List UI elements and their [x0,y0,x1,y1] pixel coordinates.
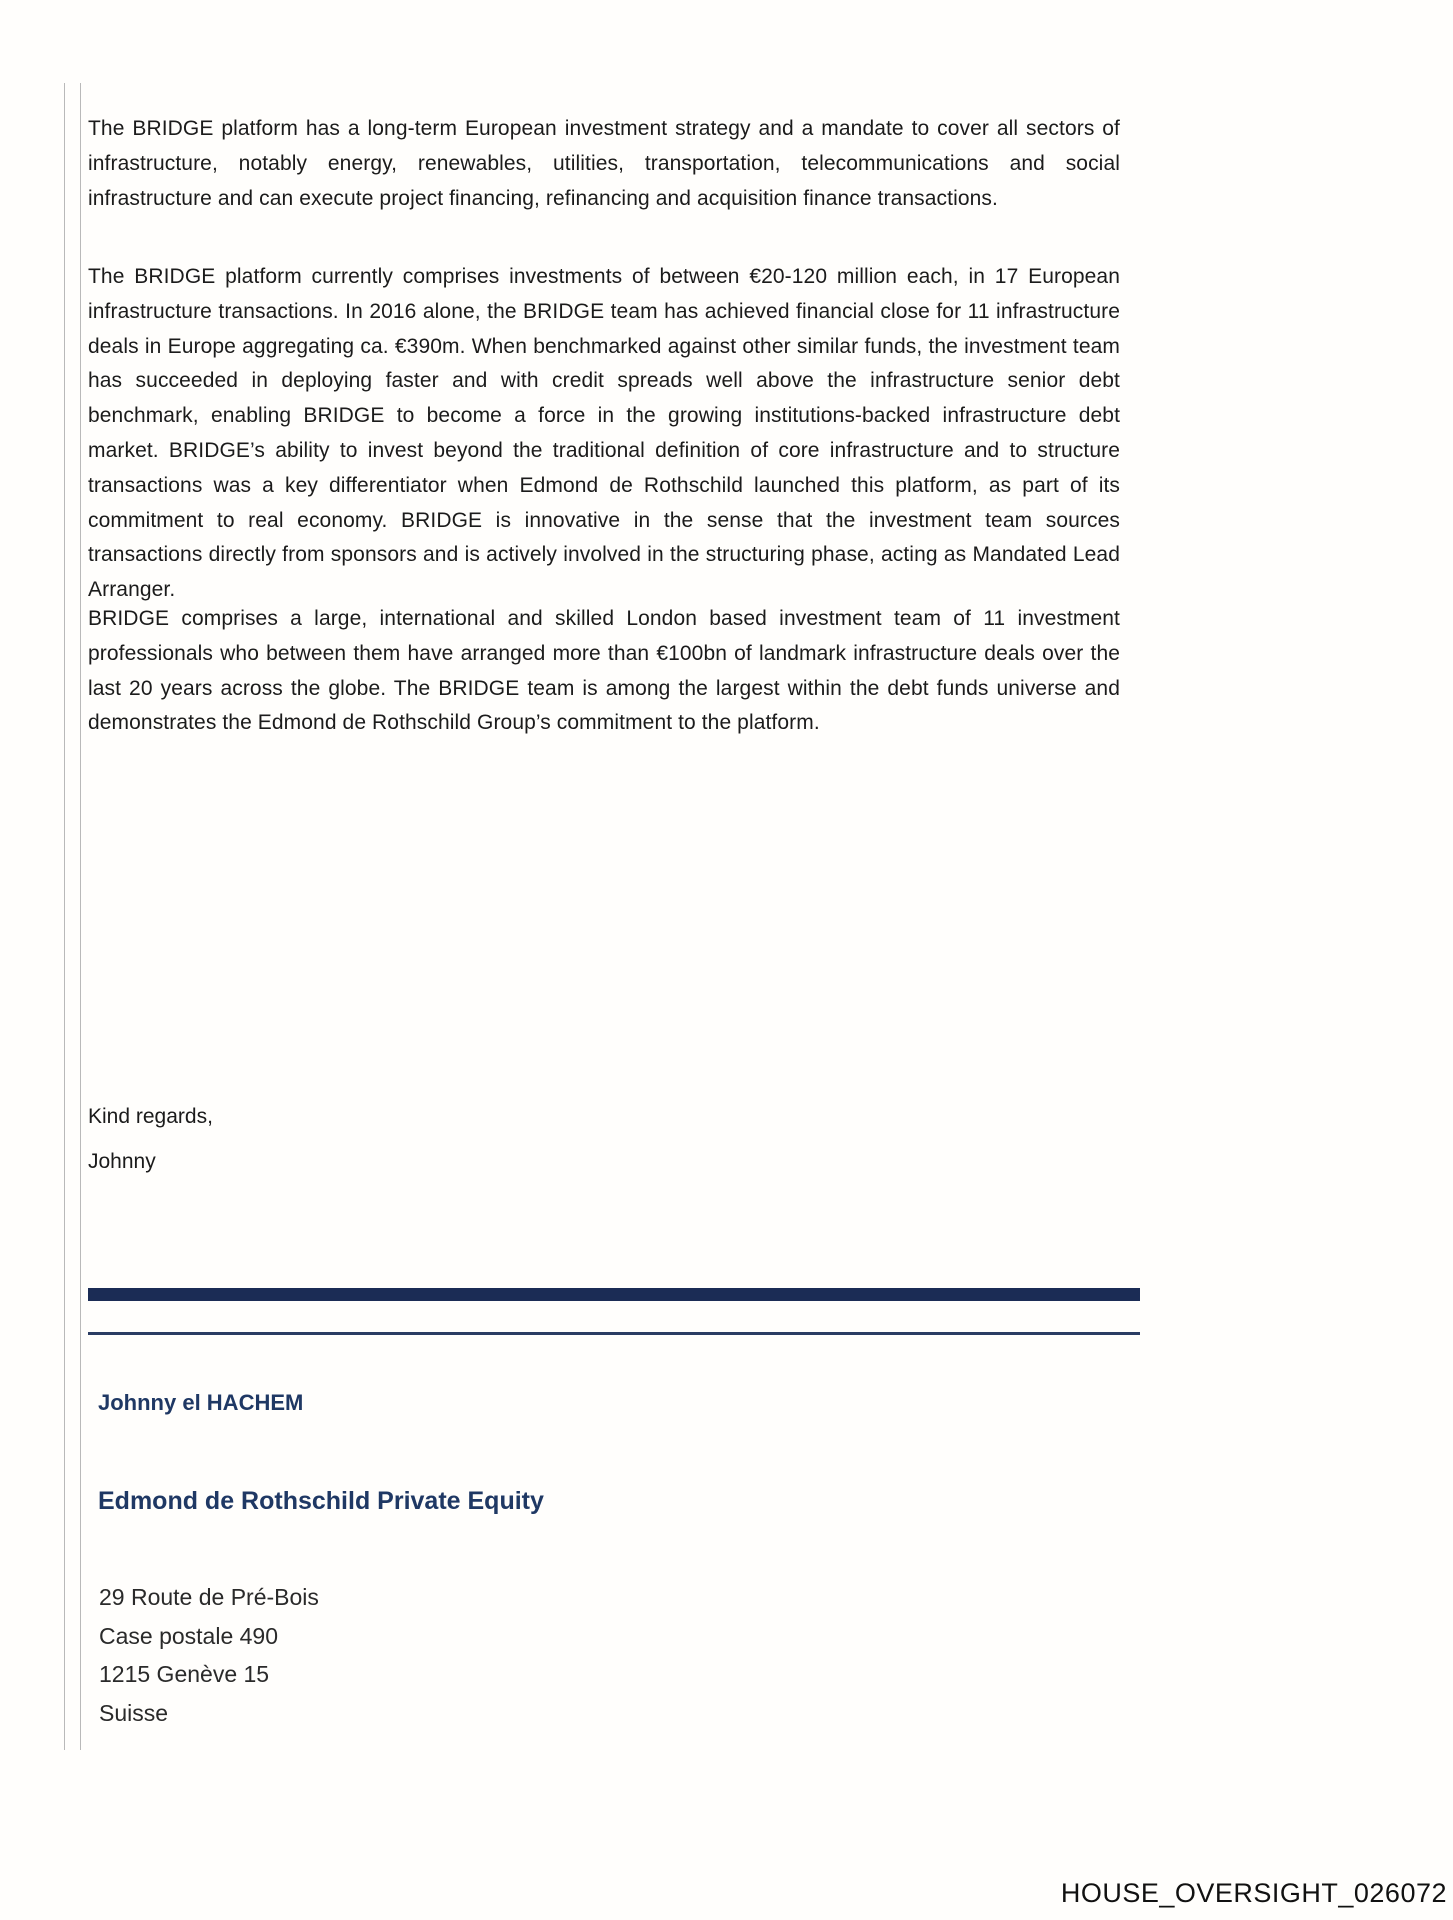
paragraph-investment-team: BRIDGE comprises a large, international and skilled London based investment team of 11 investment professionals who between them have arranged more than €100bn of landmark infrastructure deals over the last 20 years across the globe. The BRIDGE team is among the largest within the debt funds universe and demonstrates the Edmond de Rothschild Group’s commitment to the platform. [88,607,1120,735]
address-line-po-box: Case postale 490 [99,1622,279,1649]
address-line-country: Suisse [99,1699,169,1726]
signature-author-name: Johnny el HACHEM [98,1390,304,1415]
closing-salutation: Kind regards, [88,1105,213,1128]
left-margin-line-inner [80,83,81,1750]
signature-company-name: Edmond de Rothschild Private Equity [98,1487,544,1515]
address-line-street: 29 Route de Pré-Bois [99,1584,319,1610]
left-margin-line-outer [64,83,65,1750]
document-id-stamp: HOUSE_OVERSIGHT_026072 [1060,1878,1447,1908]
paragraph-platform-investments: The BRIDGE platform currently comprises investments of between €20-120 million each, in 17 European infrastructure transactions. In 2016 alone, the BRIDGE team has achieved financial close for 11 infrastructure deals in Europe aggregating ca. €390m. When benchmarked against other similar funds, the investment team has succeeded in deploying faster and with credit spreads well above the infrastructure senior debt benchmark, enabling BRIDGE to become a force in the growing institutions-backed infrastructure debt market. BRIDGE’s ability to invest beyond the traditional definition of core infrastructure and to structure transactions was a key differentiator when Edmond de Rothschild launched this platform, as part of its commitment to real economy. BRIDGE is innovative in the sense that the investment team sources transactions directly from sponsors and is actively involved in the structuring phase, acting as Mandated Lead Arranger. [88,265,1120,602]
signature-address-block [99,1578,319,1732]
closing-sender-name: Johnny [88,1150,156,1173]
paragraph-platform-strategy: The BRIDGE platform has a long-term European investment strategy and a mandate to cover all sectors of infrastructure, notably energy, renewables, utilities, transportation, telecommunications and social infrastructure and can execute project financing, refinancing and acquisition finance transactions. [88,117,1120,210]
address-line-city: 1215 Genève 15 [99,1661,270,1687]
signature-divider-thick [88,1288,1140,1301]
signature-divider-thin [88,1332,1140,1335]
